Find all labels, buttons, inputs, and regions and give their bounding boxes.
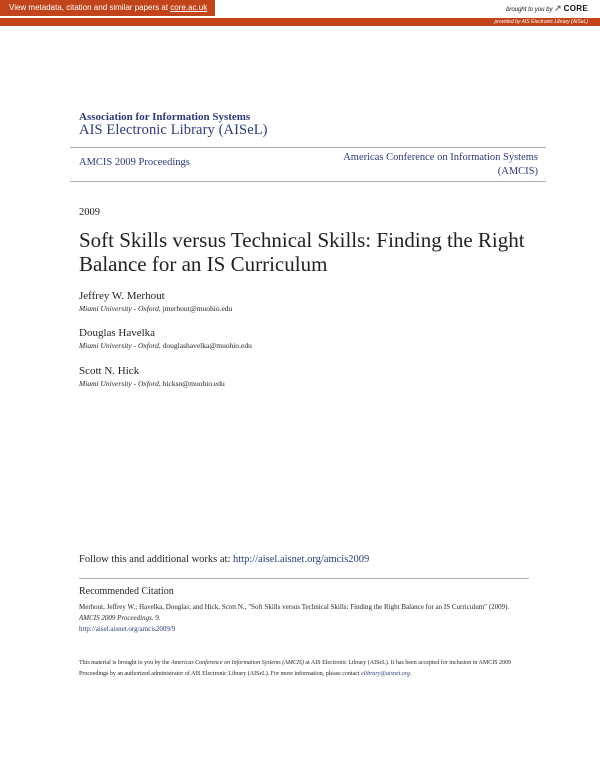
header-divider (70, 181, 546, 182)
citation-main: Merhout, Jeffrey W.; Havelka, Douglas; and Hick, Scott N., "Soft Skills versus Technical Skills: Finding the Right Balance for an IS Curriculum" (2009). (79, 603, 510, 611)
follow-link[interactable]: http://aisel.aisnet.org/amcis2009 (233, 554, 370, 565)
top-divider (70, 147, 546, 148)
conference-link[interactable] (318, 151, 538, 179)
author-name: Scott N. Hick (79, 365, 140, 377)
core-provided-by: provided by AIS Electronic Library (AISeL) (0, 18, 600, 26)
follow-text: Follow this and additional works at: (79, 554, 233, 565)
core-ac-uk-link[interactable]: core.ac.uk (170, 3, 208, 12)
core-logo[interactable]: CORE (563, 4, 588, 13)
brought-text: brought to you by (506, 7, 553, 13)
footer-conference: Americas Conference on Information Systems (AMCIS) (171, 660, 304, 666)
paper-title: Soft Skills versus Technical Skills: Finding the Right Balance for an IS Curriculum (79, 228, 525, 276)
author-affiliation: Miami University - Oxford, douglashavelka@muohio.edu (79, 341, 252, 350)
footer-end: . (409, 670, 412, 677)
footer-text-b: at AIS Electronic Library (AISeL). It has been accepted for inclusion in AMCIS 2009 Proceedings by an authorized administrator of AIS Electronic Library (AISeL). For more information, please contact (79, 660, 512, 677)
proceedings-link[interactable]: AMCIS 2009 Proceedings (79, 157, 190, 168)
author-affiliation: Miami University - Oxford, jmerhout@muohio.edu (79, 304, 233, 313)
conference-line-2: (AMCIS) (497, 166, 538, 177)
recommended-heading: Recommended Citation (79, 586, 174, 597)
library-name[interactable]: AIS Electronic Library (AISeL) (79, 122, 268, 138)
author-entry (79, 364, 225, 389)
author-name: Douglas Havelka (79, 327, 156, 339)
paper-year: 2009 (79, 207, 100, 218)
core-brought-by (506, 3, 588, 15)
affiliation-name: Miami University - Oxford (79, 341, 159, 350)
citation-source: AMCIS 2009 Proceedings (79, 614, 152, 622)
author-name: Jeffrey W. Merhout (79, 290, 165, 302)
author-entry (79, 326, 252, 351)
footer-email-link[interactable]: elibrary@aisnet.org (361, 670, 410, 677)
citation-text (79, 602, 529, 635)
author-email: hicksn@muohio.edu (162, 379, 225, 388)
core-banner (0, 0, 600, 28)
citation-divider (79, 578, 529, 579)
footer-notice (79, 658, 529, 679)
author-email: douglashavelka@muohio.edu (162, 341, 252, 350)
citation-number: . 9. (151, 614, 161, 622)
follow-line (79, 554, 369, 565)
core-view-text: View metadata, citation and similar papers at (9, 3, 171, 12)
affiliation-name: Miami University - Oxford (79, 379, 159, 388)
association-name[interactable]: Association for Information Systems (79, 111, 251, 123)
affiliation-name: Miami University - Oxford (79, 304, 159, 313)
author-email: jmerhout@muohio.edu (162, 304, 233, 313)
citation-link[interactable]: http://aisel.aisnet.org/amcis2009/9 (79, 625, 176, 633)
core-logo-icon: ↗ (554, 3, 562, 13)
author-affiliation: Miami University - Oxford, hicksn@muohio.edu (79, 379, 225, 388)
core-metadata-link[interactable] (0, 0, 215, 16)
footer-text-a: This material is brought to you by the (79, 660, 171, 666)
conference-line-1: Americas Conference on Information Systems (343, 152, 538, 163)
author-entry (79, 289, 232, 314)
